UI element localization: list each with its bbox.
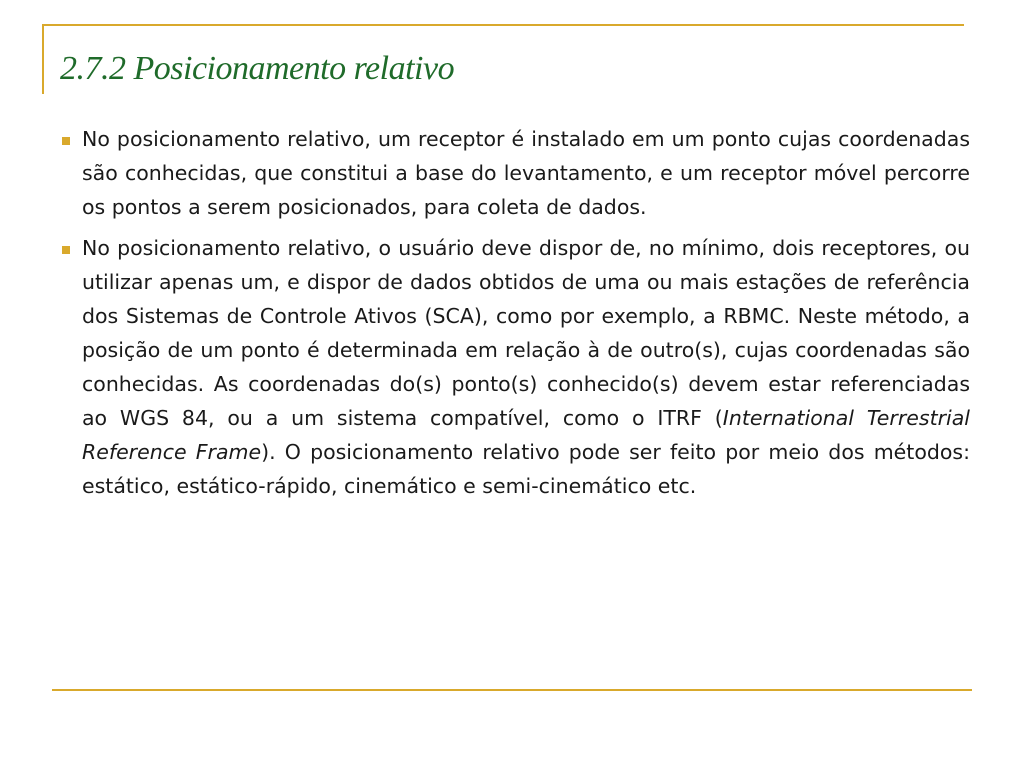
square-bullet-icon: [62, 246, 70, 254]
frame-left-line: [42, 24, 44, 94]
bullet-text: [82, 122, 970, 224]
slide-title: 2.7.2 Posicionamento relativo: [60, 50, 455, 87]
square-bullet-icon: [62, 137, 70, 145]
bullet-item: [60, 122, 970, 224]
frame-top-line: [42, 24, 964, 26]
bullet-text-part: ). O posicionamento relativo pode ser feito por meio dos métodos: estático, estático-rápido, cinemático e semi-cinemático etc.: [82, 440, 970, 498]
bullet-text-content: No posicionamento relativo, um receptor é instalado em um ponto cujas coordenadas são conhecidas, que constitui a base do levantamento, e um receptor móvel percorre os pontos a serem posicionados, para coleta de dados.: [82, 127, 970, 219]
frame-bottom-line: [52, 689, 972, 691]
bullet-item: [60, 231, 970, 503]
bullet-list: [60, 122, 970, 510]
bullet-text: [82, 231, 970, 503]
bullet-text-part: No posicionamento relativo, o usuário deve dispor de, no mínimo, dois receptores, ou utilizar apenas um, e dispor de dados obtidos de uma ou mais estações de referência dos Sistemas de Controle Ativos (SCA), como por exemplo, a RBMC. Neste método, a posição de um ponto é determinada em relação à de outro(s), cujas coordenadas são conhecidas. As coordenadas do(s) ponto(s) conhecido(s) devem estar referenciadas ao WGS 84, ou a um sistema compatível, como o ITRF (: [82, 236, 970, 430]
bullet-text-italic: International Terrestrial Reference Frame: [82, 406, 970, 464]
